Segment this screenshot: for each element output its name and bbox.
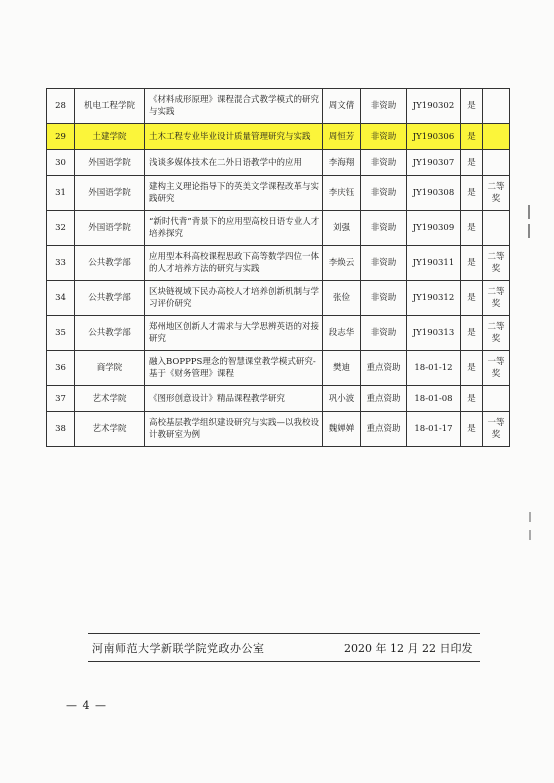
leader-cell: 段志华 xyxy=(323,316,361,351)
leader-cell: 刘强 xyxy=(323,211,361,246)
project-code-cell: 18-01-08 xyxy=(407,386,461,412)
row-number: 37 xyxy=(47,386,75,412)
college-cell: 外国语学院 xyxy=(75,211,145,246)
completed-cell: 是 xyxy=(461,89,483,124)
project-code-cell: JY190312 xyxy=(407,281,461,316)
row-number: 29 xyxy=(47,124,75,150)
project-code-cell: JY190308 xyxy=(407,176,461,211)
completed-cell: 是 xyxy=(461,412,483,447)
row-number: 31 xyxy=(47,176,75,211)
scan-mark xyxy=(528,224,530,238)
row-number: 32 xyxy=(47,211,75,246)
page-number: — 4 — xyxy=(66,699,107,712)
college-cell: 公共教学部 xyxy=(75,281,145,316)
table-row xyxy=(47,412,510,447)
row-number: 36 xyxy=(47,351,75,386)
award-cell: 二等奖 xyxy=(483,281,510,316)
leader-cell: 樊迪 xyxy=(323,351,361,386)
project-title-cell: 融入BOPPPS理念的智慧课堂教学模式研究-基于《财务管理》课程 xyxy=(145,351,323,386)
completed-cell: 是 xyxy=(461,281,483,316)
project-title-cell: 高校基层教学组织建设研究与实践—以我校设计教研室为例 xyxy=(145,412,323,447)
row-number: 33 xyxy=(47,246,75,281)
project-code-cell: JY190313 xyxy=(407,316,461,351)
scan-mark xyxy=(529,530,531,540)
leader-cell: 巩小波 xyxy=(323,386,361,412)
award-cell xyxy=(483,150,510,176)
college-cell: 外国语学院 xyxy=(75,150,145,176)
table-row xyxy=(47,176,510,211)
project-code-cell: JY190309 xyxy=(407,211,461,246)
award-cell: 一等奖 xyxy=(483,412,510,447)
college-cell: 商学院 xyxy=(75,351,145,386)
project-code-cell: 18-01-12 xyxy=(407,351,461,386)
leader-cell: 周文倩 xyxy=(323,89,361,124)
funding-cell: 非资助 xyxy=(361,246,407,281)
issue-date: 2020 年 12 月 22 日印发 xyxy=(344,642,473,655)
project-title-cell: 浅谈多媒体技术在二外日语教学中的应用 xyxy=(145,150,323,176)
scan-mark xyxy=(528,205,530,219)
leader-cell: 李海翔 xyxy=(323,150,361,176)
completed-cell: 是 xyxy=(461,124,483,150)
leader-cell: 李庆钰 xyxy=(323,176,361,211)
college-cell: 机电工程学院 xyxy=(75,89,145,124)
project-title-cell: 区块链视域下民办高校人才培养创新机制与学习评价研究 xyxy=(145,281,323,316)
award-cell xyxy=(483,124,510,150)
funding-cell: 非资助 xyxy=(361,176,407,211)
award-cell xyxy=(483,89,510,124)
table-row xyxy=(47,150,510,176)
table-row xyxy=(47,89,510,124)
project-title-cell: 应用型本科高校课程思政下高等数学四位一体的人才培养方法的研究与实践 xyxy=(145,246,323,281)
project-code-cell: JY190307 xyxy=(407,150,461,176)
funding-cell: 非资助 xyxy=(361,124,407,150)
award-cell: 二等奖 xyxy=(483,246,510,281)
completed-cell: 是 xyxy=(461,351,483,386)
college-cell: 公共教学部 xyxy=(75,246,145,281)
completed-cell: 是 xyxy=(461,176,483,211)
issuing-office: 河南师范大学新联学院党政办公室 xyxy=(92,642,265,655)
funding-cell: 非资助 xyxy=(361,281,407,316)
college-cell: 艺术学院 xyxy=(75,412,145,447)
completed-cell: 是 xyxy=(461,150,483,176)
funding-cell: 重点资助 xyxy=(361,351,407,386)
completed-cell: 是 xyxy=(461,386,483,412)
table-row xyxy=(47,281,510,316)
project-code-cell: JY190306 xyxy=(407,124,461,150)
college-cell: 土建学院 xyxy=(75,124,145,150)
leader-cell: 周恒芳 xyxy=(323,124,361,150)
project-title-cell: 郑州地区创新人才需求与大学思辨英语的对接研究 xyxy=(145,316,323,351)
table-row xyxy=(47,246,510,281)
table-row xyxy=(47,351,510,386)
project-title-cell: 土木工程专业毕业设计质量管理研究与实践 xyxy=(145,124,323,150)
funding-cell: 重点资助 xyxy=(361,412,407,447)
college-cell: 公共教学部 xyxy=(75,316,145,351)
project-code-cell: JY190302 xyxy=(407,89,461,124)
row-number: 38 xyxy=(47,412,75,447)
award-cell: 二等奖 xyxy=(483,176,510,211)
funding-cell: 重点资助 xyxy=(361,386,407,412)
row-number: 35 xyxy=(47,316,75,351)
footer-top-rule xyxy=(88,633,480,634)
funding-cell: 非资助 xyxy=(361,211,407,246)
leader-cell: 李焕云 xyxy=(323,246,361,281)
award-cell: 一等奖 xyxy=(483,351,510,386)
completed-cell: 是 xyxy=(461,316,483,351)
completed-cell: 是 xyxy=(461,246,483,281)
table-row xyxy=(47,211,510,246)
project-title-cell: 《材料成形原理》课程混合式教学模式的研究与实践 xyxy=(145,89,323,124)
row-number: 34 xyxy=(47,281,75,316)
funding-cell: 非资助 xyxy=(361,89,407,124)
project-code-cell: JY190311 xyxy=(407,246,461,281)
funding-cell: 非资助 xyxy=(361,150,407,176)
project-title-cell: 建构主义理论指导下的英美文学课程改革与实践研究 xyxy=(145,176,323,211)
row-number: 30 xyxy=(47,150,75,176)
college-cell: 艺术学院 xyxy=(75,386,145,412)
project-title-cell: 《图形创意设计》精品课程教学研究 xyxy=(145,386,323,412)
funding-cell: 非资助 xyxy=(361,316,407,351)
award-cell xyxy=(483,386,510,412)
leader-cell: 魏婵婵 xyxy=(323,412,361,447)
completed-cell: 是 xyxy=(461,211,483,246)
project-table xyxy=(46,88,510,447)
table-row xyxy=(47,316,510,351)
project-title-cell: “新时代背”背景下的应用型高校日语专业人才培养探究 xyxy=(145,211,323,246)
table-row xyxy=(47,386,510,412)
award-cell: 二等奖 xyxy=(483,316,510,351)
leader-cell: 张俭 xyxy=(323,281,361,316)
footer-bottom-rule xyxy=(88,661,480,662)
scan-mark xyxy=(529,512,531,522)
college-cell: 外国语学院 xyxy=(75,176,145,211)
table-row-highlighted xyxy=(47,124,510,150)
row-number: 28 xyxy=(47,89,75,124)
award-cell xyxy=(483,211,510,246)
project-code-cell: 18-01-17 xyxy=(407,412,461,447)
